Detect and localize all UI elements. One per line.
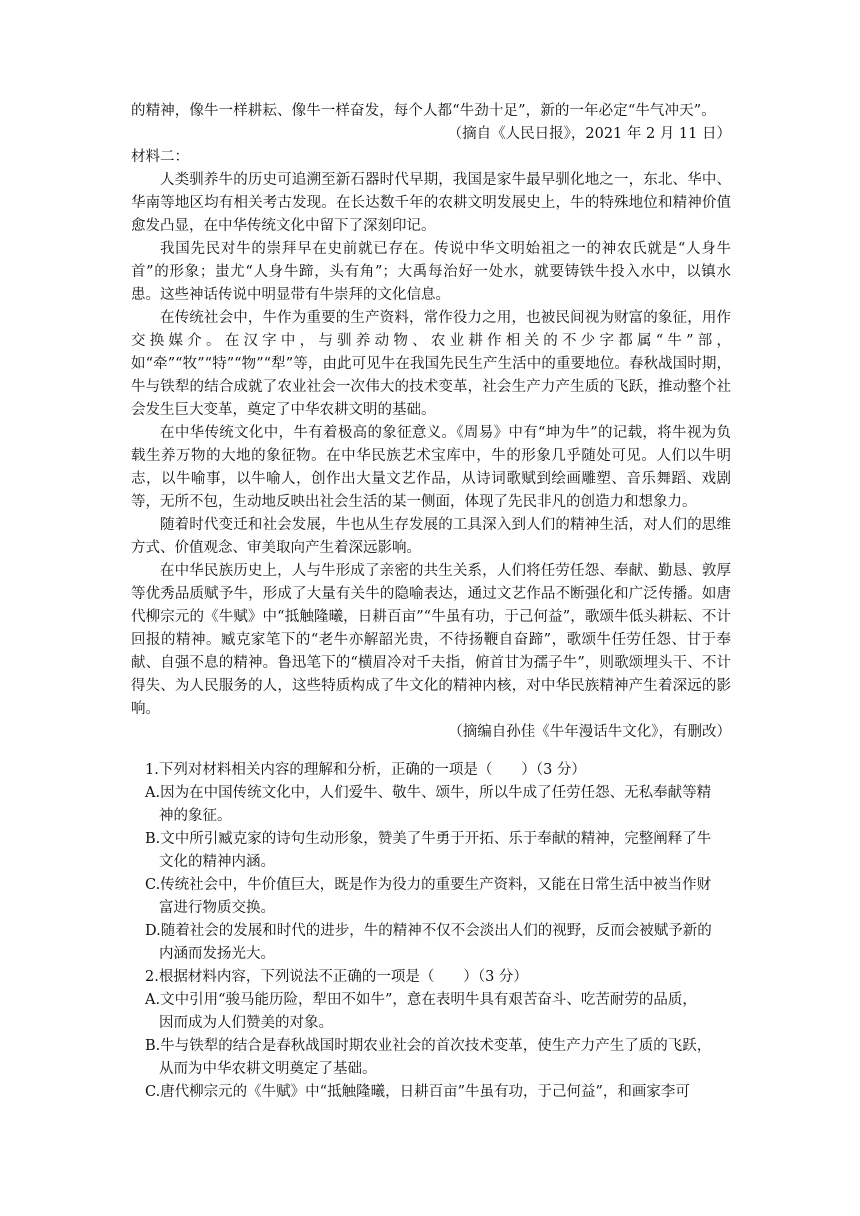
source-citation: （摘编自孙佳《牛年漫话牛文化》，有删改） xyxy=(448,724,731,740)
option-text-cont: 因而成为人们赞美的对象。 xyxy=(159,1015,333,1031)
option-c xyxy=(131,874,731,920)
text-line: 的精神，像牛一样耕耘、像牛一样奋发，每个人都“牛劲十足”，新的一年必定“牛气冲天”。 xyxy=(131,103,716,119)
source-citation: （摘自《人民日报》，2021 年 2 月 11 日） xyxy=(447,126,731,142)
option-text-cont: 神的象征。 xyxy=(159,808,232,824)
option-text: D.随着社会的发展和时代的进步，牛的精神不仅不会淡出人们的视野，反而会被赋予新的 xyxy=(145,923,712,939)
option-b xyxy=(131,828,731,874)
paragraph: 在传统社会中，牛作为重要的生产资料，常作役力之用，也被民间视为财富的象征，用作交换媒介。在汉字中，与驯养动物、农业耕作相关的不少字都属“牛”部，如“牵”“牧”“特”“物”“犁”等，由此可见牛在我国先民生产生活中的重要地位。春秋战国时期，牛与铁犁的结合成就了农业社会一次伟大的技术变革，社会生产力产生质的飞跃，推动整个社会发生巨大变革，奠定了中华农耕文明的基础。 xyxy=(131,310,731,418)
option-text: C.传统社会中，牛价值巨大，既是作为役力的重要生产资料，又能在日常生活中被当作财 xyxy=(145,877,712,893)
option-text-cont: 内涵而发扬光大。 xyxy=(159,946,275,962)
question-stem: 2.根据材料内容，下列说法不正确的一项是（ ）（3 分） xyxy=(145,969,528,985)
option-text: C.唐代柳宗元的《牛赋》中“抵触隆曦，日耕百亩”牛虽有功，于己何益”，和画家李可 xyxy=(145,1084,690,1100)
option-text-cont: 文化的精神内涵。 xyxy=(159,854,275,870)
option-text: A.文中引用“骏马能历险，犁田不如牛”，意在表明牛具有艰苦奋斗、吃苦耐劳的品质， xyxy=(145,992,697,1008)
paragraph: 在中华传统文化中，牛有着极高的象征意义。《周易》中有“坤为牛”的记载，将牛视为负载生养万物的大地的象征物。在中华民族艺术宝库中，牛的形象几乎随处可见。人们以牛明志，以牛喻事，以牛喻人，创作出大量文艺作品，从诗词歌赋到绘画雕塑、音乐舞蹈、戏剧等，无所不包，生动地反映出社会生活的某一侧面，体现了先民非凡的创造力和想象力。 xyxy=(131,425,731,510)
option-text: B.文中所引臧克家的诗句生动形象，赞美了牛勇于开拓、乐于奉献的精神，完整阐释了牛 xyxy=(145,831,712,847)
option-text: B.牛与铁犁的结合是春秋战国时期农业社会的首次技术变革，使生产力产生了质的飞跃， xyxy=(145,1038,712,1054)
option-text: A.因为在中国传统文化中，人们爱牛、敬牛、颂牛，所以牛成了任劳任怨、无私奉献等精 xyxy=(145,785,712,801)
paragraph: 我国先民对牛的崇拜早在史前就已存在。传说中华文明始祖之一的神农氏就是“人身牛首”的形象；蚩尤“人身牛蹄，头有角”；大禹每治好一处水，就要铸铁牛投入水中，以镇水患。这些神话传说中明显带有牛崇拜的文化信息。 xyxy=(131,241,731,303)
option-text-cont: 从而为中华农耕文明奠定了基础。 xyxy=(159,1061,377,1077)
option-a xyxy=(131,782,731,828)
document-page xyxy=(131,100,731,1104)
paragraph: 在中华民族历史上，人与牛形成了亲密的共生关系，人们将任劳任怨、奉献、勤恳、敦厚等优秀品质赋予牛，形成了大量有关牛的隐喻表达，通过文艺作品不断强化和广泛传播。如唐代柳宗元的《牛赋》中“抵触隆曦，日耕百亩”“牛虽有功，于己何益”，歌颂牛低头耕耘、不计回报的精神。臧克家笔下的“老牛亦解韶光贵，不待扬鞭自奋蹄”，歌颂牛任劳任怨、甘于奉献、自强不息的精神。鲁迅笔下的“横眉冷对千夫指，俯首甘为孺子牛”，则歌颂埋头干、不计得失、为人民服务的人，这些特质构成了牛文化的精神内核，对中华民族精神产生着深远的影响。 xyxy=(131,563,731,717)
option-d xyxy=(131,920,731,966)
question-stem: 1.下列对材料相关内容的理解和分析，正确的一项是（ ）（3 分） xyxy=(145,762,586,778)
paragraph: 人类驯养牛的历史可追溯至新石器时代早期，我国是家牛最早驯化地之一，东北、华中、华南等地区均有相关考古发现。在长达数千年的农耕文明发展史上，牛的特殊地位和精神价值愈发凸显，在中华传统文化中留下了深刻印记。 xyxy=(131,172,731,234)
question-block xyxy=(131,759,731,1104)
option-b xyxy=(131,1035,731,1081)
option-a xyxy=(131,989,731,1035)
paragraph: 随着时代变迁和社会发展，牛也从生存发展的工具深入到人们的精神生活，对人们的思维方式、价值观念、审美取向产生着深远影响。 xyxy=(131,517,731,556)
material-heading: 材料二： xyxy=(131,149,189,165)
option-c xyxy=(131,1081,731,1104)
option-text-cont: 富进行物质交换。 xyxy=(159,900,275,916)
